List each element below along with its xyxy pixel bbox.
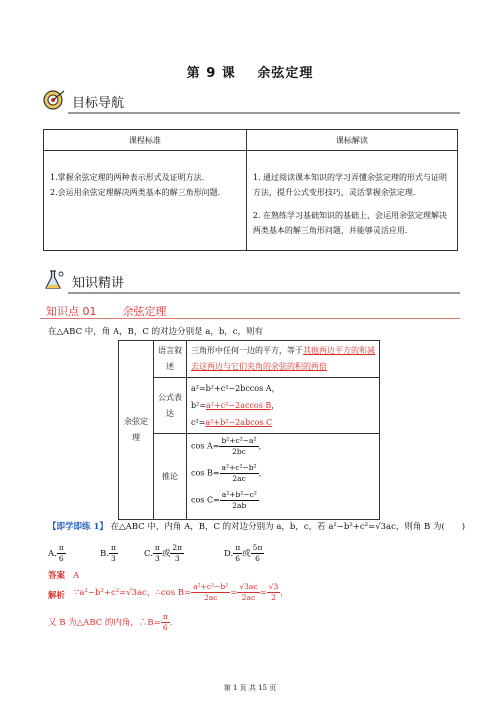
option-c-frac1 [153, 543, 162, 564]
cosA-numerator: b²+c²−a² [221, 436, 257, 445]
goals-col2-cell [246, 151, 457, 251]
cosB-fraction [220, 463, 259, 484]
analysis-frac2 [237, 582, 259, 603]
cosA-fraction [219, 436, 258, 457]
frac-num: π [235, 543, 241, 552]
frac-num: a²+c²−b² [193, 582, 229, 591]
analysis-text: 又 B 为△ABC 的内角，∴B= [48, 618, 161, 628]
page-footer: 第 1 页 共 15 页 [223, 684, 277, 692]
or-text: 或 [161, 549, 171, 559]
goals-col1-cell [44, 151, 247, 251]
knowledge-point-heading [46, 303, 193, 319]
option-a[interactable] [48, 543, 66, 564]
flask-icon [42, 268, 66, 292]
section-underline [68, 292, 460, 294]
analysis-line-1 [48, 582, 468, 608]
frac-den: 6 [255, 554, 260, 563]
row-label-statement: 语言叙述 [154, 341, 187, 378]
option-b-frac [109, 543, 118, 564]
lesson-topic: 余弦定理 [257, 66, 314, 81]
goals-col1-header: 课程标准 [44, 130, 247, 151]
or-text: 或 [242, 549, 251, 559]
comma: ， [280, 588, 289, 598]
exercise-stem [48, 520, 468, 532]
corollary-cosB [191, 463, 375, 490]
formula-cell [187, 378, 380, 434]
option-a-frac [57, 543, 66, 564]
statement-text: 三角形中任何一边的平方，等于 [191, 346, 303, 355]
cosC-label: cos C= [191, 495, 220, 505]
analysis-frac1 [191, 582, 230, 603]
frac-num: 2π [172, 543, 183, 552]
eq: = [259, 588, 267, 598]
frac-den: 3 [111, 554, 116, 563]
frac-num: 5π [252, 543, 263, 552]
formula-c-blank: a²+b²−2abcos C [205, 418, 273, 427]
corollary-cell [187, 434, 380, 520]
option-d-frac1 [233, 543, 242, 564]
frac-den: 2 [271, 593, 276, 602]
analysis-label: 解析 [48, 591, 66, 601]
option-c-label: C. [144, 549, 153, 559]
goal-interpretation: 2. 在熟练学习基础知识的基础上，会运用余弦定理解决两类基本的解三角形问题，并能够灵活应用. [252, 211, 448, 235]
cosC-numerator: a²+b²−c² [221, 490, 257, 499]
knowledge-point-name: 余弦定理 [122, 305, 167, 318]
frac-den: 2ac [241, 593, 256, 602]
corollary-cosA [191, 436, 375, 463]
analysis-frac3 [267, 582, 281, 603]
page-title [0, 62, 500, 81]
theorem-table [118, 340, 380, 520]
comma: ， [258, 468, 267, 478]
frac-num: π [154, 543, 160, 552]
formula-c [191, 414, 375, 431]
eq: = [230, 588, 238, 598]
section-title: 目标导航 [72, 96, 125, 111]
exercise-options [48, 538, 468, 566]
cosA-denominator: 2bc [232, 447, 246, 456]
target-icon [42, 88, 66, 112]
option-d-frac2 [251, 543, 265, 564]
frac-den: 6 [162, 623, 168, 632]
knowledge-point-index: 知识点 01 [46, 305, 97, 318]
formula-a: a²=b²+c²−2bccos A， [191, 384, 280, 393]
statement-blank: 其他两边平方的和减去这两边与它们夹角的余弦的积的两倍 [191, 346, 375, 371]
row-label-corollary: 推论 [154, 434, 187, 520]
section-title: 知识精讲 [72, 276, 125, 291]
formula-b [191, 397, 375, 414]
frac-num: π [162, 612, 168, 621]
answer-label: 答案 [48, 571, 66, 581]
comma: ， [258, 441, 267, 451]
analysis-line-2 [48, 612, 172, 634]
cosC-denominator: 2ab [232, 501, 247, 510]
knowledge-point-underline [40, 318, 460, 319]
formula-b-post: ， [271, 401, 280, 410]
theorem-group-label [119, 341, 154, 520]
option-b[interactable] [100, 543, 118, 564]
section-header-knowledge [40, 268, 460, 294]
answer-value: A [73, 571, 80, 581]
goal-interpretation: 1. 通过阅读课本知识的学习弄懂余弦定理的形式与证明方法，提升公式变形技巧，灵活掌握余弦定理. [252, 173, 448, 197]
section-underline [68, 112, 460, 114]
frac-num: √3ac [239, 582, 258, 591]
cosA-label: cos A= [191, 441, 220, 451]
answer-line [48, 569, 79, 581]
frac-den: 6 [235, 554, 241, 563]
statement-cell [187, 341, 380, 378]
option-d-label: D. [224, 549, 234, 559]
analysis-step-1 [74, 582, 289, 604]
period: . [169, 618, 173, 628]
section-header-goals [40, 88, 460, 114]
corollary-cosC [191, 490, 375, 517]
frac-num: π [110, 543, 116, 552]
cosB-numerator: a²+c²−b² [221, 463, 257, 472]
cosC-fraction [220, 490, 259, 511]
analysis-final-frac [161, 612, 170, 633]
frac-num: π [58, 543, 64, 552]
option-c-frac2 [170, 543, 184, 564]
formula-c-pre: c²= [191, 418, 206, 427]
row-label-formula: 公式表达 [154, 378, 187, 434]
frac-num: √3 [268, 582, 279, 591]
option-b-label: B. [100, 549, 109, 559]
goals-col2-header: 课标解读 [246, 130, 457, 151]
option-d[interactable] [224, 543, 264, 564]
option-c[interactable] [144, 543, 184, 564]
formula-b-pre: b²= [191, 401, 207, 410]
cosB-denominator: 2ac [232, 474, 246, 483]
lesson-number: 第 9 课 [186, 66, 236, 81]
exercise-tag: 【即学即练 1】 [48, 522, 108, 532]
theorem-group-text: 余弦定理 [124, 417, 148, 442]
option-a-label: A. [48, 549, 57, 559]
intro-text: 在△ABC 中，角 A，B，C 的对边分别是 a，b，c，则有 [48, 327, 264, 337]
goals-table [43, 129, 458, 251]
formula-b-blank: a²+c²−2accos B [206, 401, 272, 410]
frac-den: 6 [58, 554, 64, 563]
goal-item: 1.掌握余弦定理的两种表示形式及证明方法. [50, 173, 205, 182]
frac-den: 3 [154, 554, 160, 563]
frac-den: 2ac [203, 593, 218, 602]
frac-den: 3 [174, 554, 180, 563]
exercise-question: 在△ABC 中，内角 A，B，C 的对边分别为 a，b，c，若 a²−b²+c²=√3ac，则角 B 为( ) [110, 522, 466, 532]
goal-item: 2.会运用余弦定理解决两类基本的解三角形问题. [50, 188, 221, 197]
analysis-text: ∵a²−b²+c²=√3ac，∴cos B= [74, 588, 192, 598]
cosB-label: cos B= [191, 468, 220, 478]
